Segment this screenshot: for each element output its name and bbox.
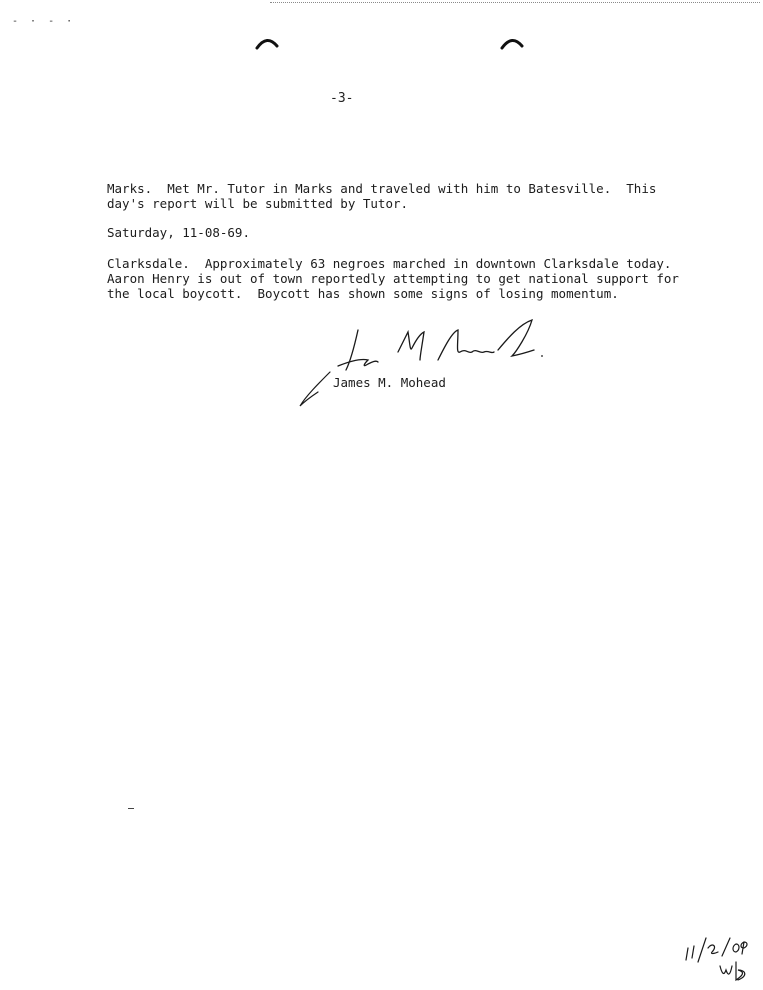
paragraph-marks (107, 181, 707, 211)
stray-ink-mark (128, 808, 134, 809)
text-line: day's report will be submitted by Tutor. (107, 196, 409, 211)
text-line: the local boycott. Boycott has shown some signs of losing momentum. (107, 286, 619, 301)
text-line: Clarksdale. Approximately 63 negroes marched in downtown Clarksdale today. (107, 256, 672, 271)
handwritten-signature (298, 318, 548, 413)
corner-scan-marks: - · - · (12, 16, 76, 27)
text-line: Aaron Henry is out of town reportedly attempting to get national support for (107, 271, 679, 286)
text-line: Saturday, 11-08-69. (107, 225, 250, 240)
page-number: -3- (330, 91, 354, 106)
top-edge-dotted-line (270, 2, 760, 3)
typed-signer-name: James M. Mohead (333, 375, 446, 390)
text-line: Marks. Met Mr. Tutor in Marks and traveled with him to Batesville. This (107, 181, 657, 196)
handwritten-date-initials (680, 936, 760, 986)
paragraph-clarksdale (107, 256, 707, 301)
punch-hole-mark-right (500, 34, 524, 52)
punch-hole-mark-left (255, 34, 279, 52)
paragraph-date (107, 225, 707, 240)
